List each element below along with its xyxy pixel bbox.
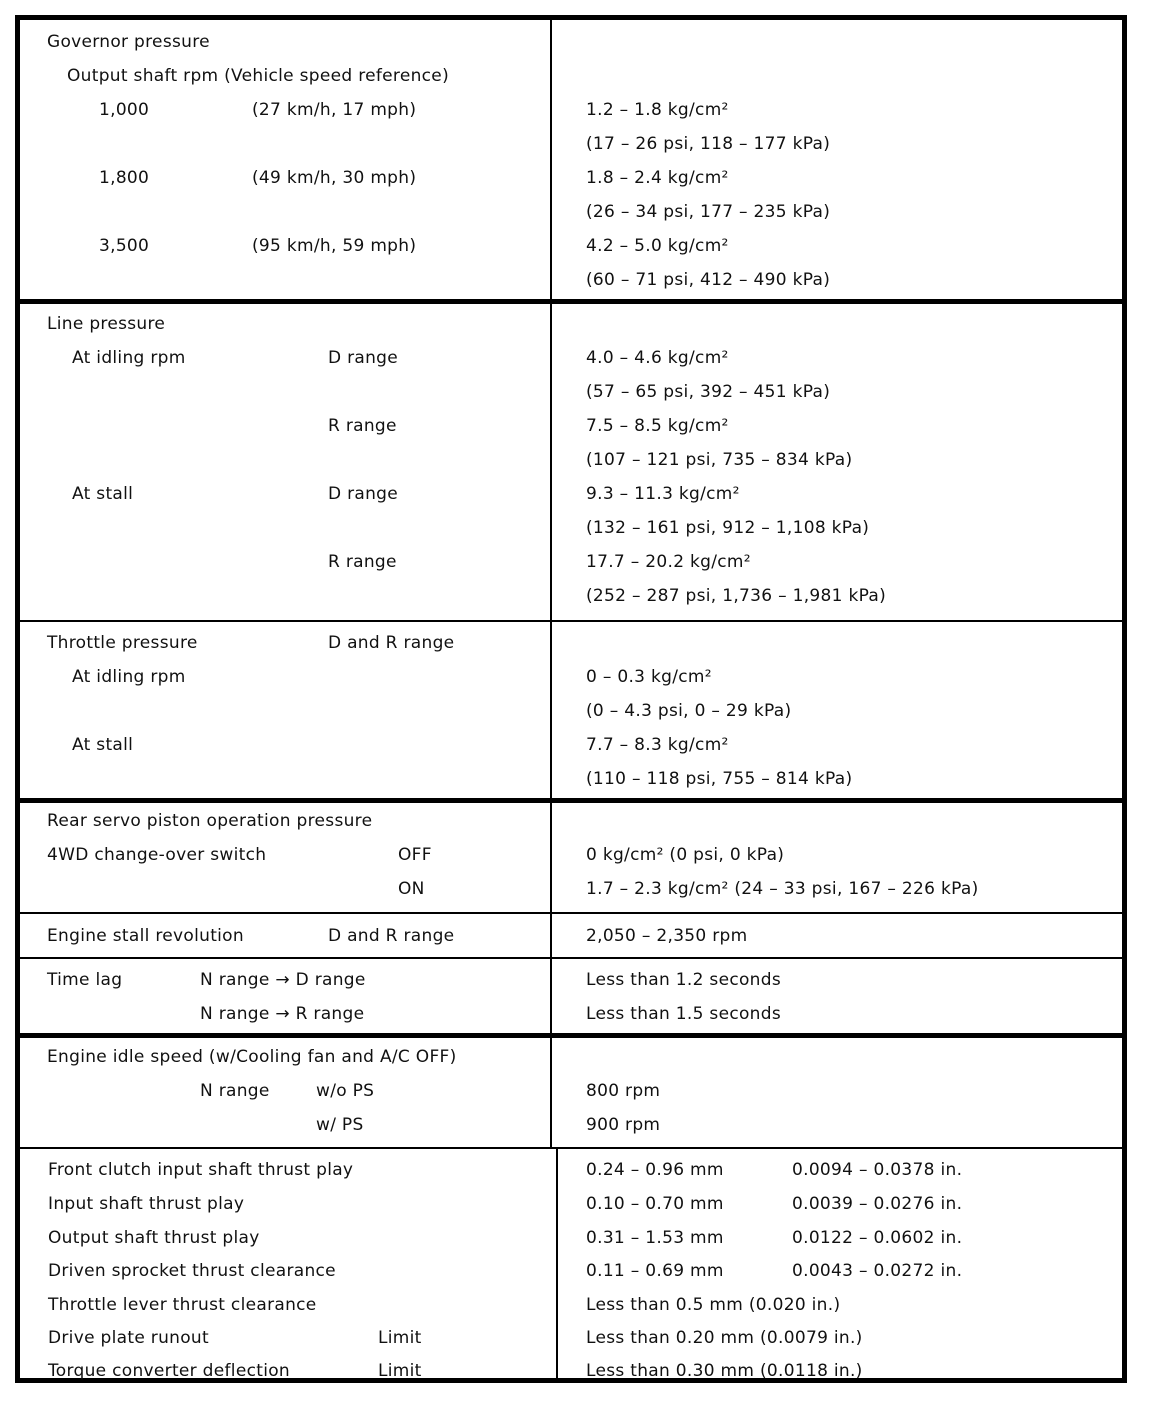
stall-label: Engine stall revolution [47,926,244,946]
governor-subtitle: Output shaft rpm (Vehicle speed reference) [67,66,450,86]
time-lag-label: Time lag [47,970,123,990]
column-divider [550,304,552,620]
clearance-label: Input shaft thrust play [48,1194,245,1214]
governor-value: 1.2 – 1.8 kg/cm² [586,100,729,120]
rear-servo-on-label: ON [398,879,425,899]
clearance-label: Torque converter deflection [48,1361,290,1381]
column-divider [556,1149,558,1378]
rear-servo-off-value: 0 kg/cm² (0 psi, 0 kPa) [586,845,785,865]
line-value-alt: (132 – 161 psi, 912 – 1,108 kPa) [586,518,870,538]
line-range: R range [328,416,397,436]
line-range: D range [328,348,399,368]
clearance-limit: Limit [378,1361,422,1381]
throttle-range: D and R range [328,633,455,653]
clearance-mm: 0.24 – 0.96 mm [586,1160,724,1180]
clearances-section [20,1149,1122,1381]
governor-title: Governor pressure [47,32,210,52]
clearance-mm: Less than 0.20 mm (0.0079 in.) [586,1328,863,1348]
governor-speed: (95 km/h, 59 mph) [252,236,417,256]
governor-rpm: 1,800 [99,168,150,188]
time-lag-section [20,959,1122,1038]
governor-value: 4.2 – 5.0 kg/cm² [586,236,729,256]
line-value: 9.3 – 11.3 kg/cm² [586,484,740,504]
column-divider [550,622,552,798]
time-lag-nr-label: N range → R range [200,1004,365,1024]
clearance-in: 0.0039 – 0.0276 in. [792,1194,963,1214]
clearance-in: 0.0094 – 0.0378 in. [792,1160,963,1180]
clearance-mm: 0.31 – 1.53 mm [586,1228,724,1248]
column-divider [550,803,552,912]
idle-speed-title: Engine idle speed (w/Cooling fan and A/C OFF) [47,1047,457,1067]
clearance-label: Drive plate runout [48,1328,209,1348]
governor-value-alt: (26 – 34 psi, 177 – 235 kPa) [586,202,831,222]
clearance-mm: Less than 0.5 mm (0.020 in.) [586,1295,841,1315]
line-value: 4.0 – 4.6 kg/cm² [586,348,729,368]
idle-w-ps-label: w/ PS [316,1115,364,1135]
column-divider [550,20,552,299]
throttle-stall-label: At stall [72,735,134,755]
governor-speed: (49 km/h, 30 mph) [252,168,417,188]
line-value-alt: (107 – 121 psi, 735 – 834 kPa) [586,450,853,470]
time-lag-nr-value: Less than 1.5 seconds [586,1004,782,1024]
line-range: R range [328,552,397,572]
throttle-section [20,622,1122,803]
column-divider [550,1038,552,1147]
line-stall-label: At stall [72,484,134,504]
clearance-label: Output shaft thrust play [48,1228,260,1248]
rear-servo-section [20,803,1122,914]
throttle-title: Throttle pressure [47,633,198,653]
line-pressure-title: Line pressure [47,314,166,334]
line-value: 17.7 – 20.2 kg/cm² [586,552,751,572]
line-pressure-section [20,304,1122,622]
line-value-alt: (252 – 287 psi, 1,736 – 1,981 kPa) [586,586,887,606]
rear-servo-off-label: OFF [398,845,432,865]
rear-servo-on-value: 1.7 – 2.3 kg/cm² (24 – 33 psi, 167 – 226 kPa) [586,879,979,899]
stall-range: D and R range [328,926,455,946]
throttle-idle-value-alt: (0 – 4.3 psi, 0 – 29 kPa) [586,701,792,721]
rear-servo-switch-label: 4WD change-over switch [47,845,267,865]
line-range: D range [328,484,399,504]
clearance-label: Driven sprocket thrust clearance [48,1261,336,1281]
throttle-idle-value: 0 – 0.3 kg/cm² [586,667,712,687]
clearance-in: 0.0122 – 0.0602 in. [792,1228,963,1248]
idle-speed-range: N range [200,1081,270,1101]
clearance-mm: 0.11 – 0.69 mm [586,1261,724,1281]
column-divider [550,959,552,1033]
governor-value: 1.8 – 2.4 kg/cm² [586,168,729,188]
governor-speed: (27 km/h, 17 mph) [252,100,417,120]
clearance-limit: Limit [378,1328,422,1348]
stall-revolution-section [20,914,1122,959]
spec-table [15,15,1127,1383]
time-lag-nd-label: N range → D range [200,970,366,990]
idle-speed-section [20,1038,1122,1149]
clearance-in: 0.0043 – 0.0272 in. [792,1261,963,1281]
idle-wo-ps-label: w/o PS [316,1081,375,1101]
stall-value: 2,050 – 2,350 rpm [586,926,748,946]
clearance-mm: Less than 0.30 mm (0.0118 in.) [586,1361,863,1381]
line-idle-label: At idling rpm [72,348,186,368]
time-lag-nd-value: Less than 1.2 seconds [586,970,782,990]
throttle-stall-value: 7.7 – 8.3 kg/cm² [586,735,729,755]
governor-rpm: 1,000 [99,100,150,120]
throttle-stall-value-alt: (110 – 118 psi, 755 – 814 kPa) [586,769,853,789]
rear-servo-title: Rear servo piston operation pressure [47,811,373,831]
clearance-mm: 0.10 – 0.70 mm [586,1194,724,1214]
clearance-label: Front clutch input shaft thrust play [48,1160,354,1180]
clearance-label: Throttle lever thrust clearance [48,1295,317,1315]
line-value: 7.5 – 8.5 kg/cm² [586,416,729,436]
governor-value-alt: (17 – 26 psi, 118 – 177 kPa) [586,134,831,154]
line-value-alt: (57 – 65 psi, 392 – 451 kPa) [586,382,831,402]
throttle-idle-label: At idling rpm [72,667,186,687]
column-divider [550,914,552,957]
idle-w-ps-value: 900 rpm [586,1115,661,1135]
governor-section [20,20,1122,304]
governor-rpm: 3,500 [99,236,150,256]
governor-value-alt: (60 – 71 psi, 412 – 490 kPa) [586,270,831,290]
idle-wo-ps-value: 800 rpm [586,1081,661,1101]
